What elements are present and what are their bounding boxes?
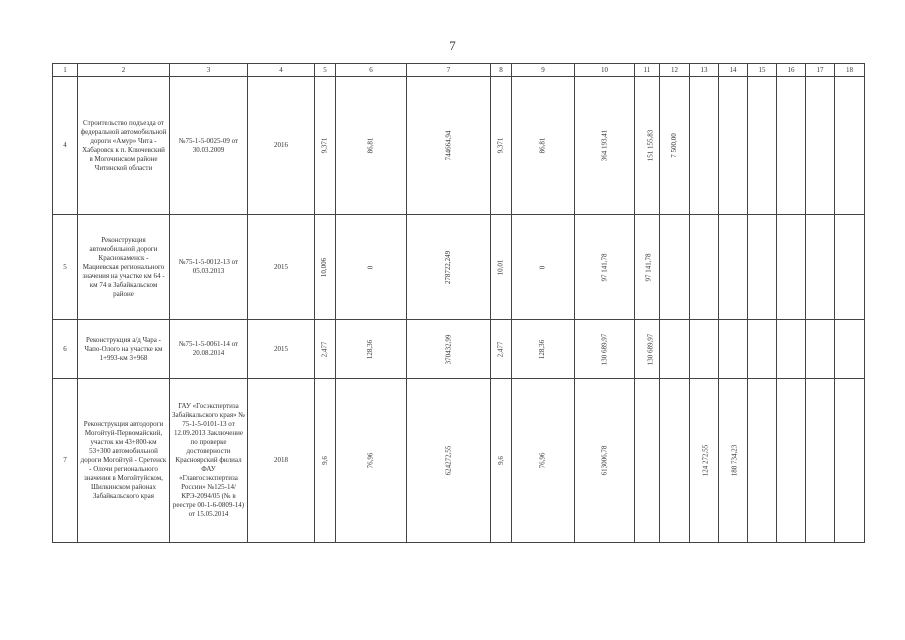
cell-col6 (336, 379, 407, 543)
cell-col10 (575, 77, 635, 215)
object-name (78, 320, 170, 379)
cell-col12 (660, 379, 690, 543)
cell-value: 613006,78 (600, 445, 608, 476)
cell-value: 9,371 (496, 137, 505, 154)
table-row (53, 77, 865, 215)
cell-value: 624272,55 (444, 445, 452, 476)
year-cell: 2018 (248, 379, 315, 543)
column-header: 4 (248, 64, 315, 77)
document-ref-text: №75-1-5-0061-14 от 20.08.2014 (178, 340, 239, 357)
cell-col12 (660, 320, 690, 379)
cell-col16 (777, 379, 806, 543)
cell-value: 130 689,97 (600, 333, 608, 365)
cell-col12 (660, 77, 690, 215)
cell-col15 (748, 320, 777, 379)
object-name (78, 379, 170, 543)
column-header: 12 (660, 64, 690, 77)
cell-value: 10,006 (320, 257, 329, 277)
cell-value: 151 155,83 (646, 129, 655, 162)
cell-col11 (635, 320, 660, 379)
column-header: 7 (407, 64, 491, 77)
cell-value: 76,96 (538, 452, 547, 469)
year-cell: 2015 (248, 215, 315, 320)
row-number: 7 (53, 379, 78, 543)
cell-col7 (407, 320, 491, 379)
cell-col11 (635, 215, 660, 320)
row-number: 6 (53, 320, 78, 379)
cell-col13 (690, 379, 719, 543)
cell-col9 (512, 320, 575, 379)
cell-value: 2,477 (496, 341, 505, 357)
cell-col11 (635, 77, 660, 215)
cell-col8 (491, 215, 512, 320)
table-row (53, 215, 865, 320)
document-ref (170, 379, 248, 543)
cell-col15 (748, 379, 777, 543)
cell-col6 (336, 77, 407, 215)
cell-col14 (719, 215, 748, 320)
cell-col13 (690, 215, 719, 320)
cell-value: 128,36 (538, 339, 547, 359)
column-header: 13 (690, 64, 719, 77)
cell-col5 (315, 77, 336, 215)
column-header: 9 (512, 64, 575, 77)
cell-col13 (690, 320, 719, 379)
cell-value: 278722,249 (444, 250, 452, 284)
cell-col14 (719, 77, 748, 215)
cell-col6 (336, 215, 407, 320)
object-name-text: Реконструкция автомобильной дороги Краснокаменск - Мациевская регионального значения на участке км 64 - км 74 в Забайкальском районе (82, 235, 165, 298)
cell-col18 (835, 320, 865, 379)
cell-value: 10,01 (496, 259, 505, 275)
row-number: 5 (53, 215, 78, 320)
cell-col17 (806, 215, 835, 320)
document-ref-text: №75-1-5-0012-13 от 05.03.2013 (178, 258, 239, 275)
cell-col8 (491, 320, 512, 379)
cell-col17 (806, 77, 835, 215)
data-table (52, 63, 865, 543)
cell-col17 (806, 379, 835, 543)
column-header: 5 (315, 64, 336, 77)
cell-col18 (835, 215, 865, 320)
cell-col15 (748, 77, 777, 215)
document-ref (170, 320, 248, 379)
cell-col10 (575, 320, 635, 379)
column-header: 18 (835, 64, 865, 77)
cell-value: 9,6 (496, 456, 505, 465)
cell-col9 (512, 215, 575, 320)
cell-col12 (660, 215, 690, 320)
cell-col10 (575, 379, 635, 543)
page-number: 7 (449, 38, 456, 53)
cell-col5 (315, 215, 336, 320)
cell-value: 86,81 (538, 137, 547, 154)
cell-col7 (407, 379, 491, 543)
document-ref-text: ГАУ «Госэкспертиза Забайкальского края» № 75-1-5-0101-13 от 12.09.2013 Заключение по проверке достоверности Красноярский филиал ФАУ «Главгосэкспертиза России» №125-14/КРЭ-2094/05 (№ в реестре 00-1-6-0809-14) от 15.05.2014 (172, 402, 245, 518)
cell-value: 2,477 (320, 341, 329, 357)
object-name-text: Строительство подъезда от федеральной автомобильной дороги «Амур» Чита - Хабаровск к п. Ключевский в Могочинском районе Читинской области (80, 118, 167, 172)
column-header: 16 (777, 64, 806, 77)
table-row (53, 320, 865, 379)
cell-col16 (777, 215, 806, 320)
cell-value: 0 (538, 265, 547, 269)
cell-value: 97 141,78 (644, 253, 653, 281)
column-header: 2 (78, 64, 170, 77)
cell-value: 0 (366, 265, 375, 269)
year-cell: 2016 (248, 77, 315, 215)
column-header: 10 (575, 64, 635, 77)
document-ref-text: №75-1-5-0025-09 от 30.03.2009 (178, 136, 239, 154)
year-cell: 2015 (248, 320, 315, 379)
cell-col16 (777, 77, 806, 215)
cell-col10 (575, 215, 635, 320)
cell-value: 86,81 (366, 137, 375, 154)
object-name-text: Реконструкция а/д Чара - Чапо-Олого на участке км 1+993-км 3+968 (84, 335, 163, 362)
cell-col8 (491, 77, 512, 215)
cell-col15 (748, 215, 777, 320)
cell-col7 (407, 77, 491, 215)
cell-value: 128,36 (366, 339, 375, 359)
cell-col16 (777, 320, 806, 379)
cell-col5 (315, 379, 336, 543)
cell-value: 188 734,23 (730, 444, 739, 477)
cell-col18 (835, 77, 865, 215)
column-header: 6 (336, 64, 407, 77)
column-header: 3 (170, 64, 248, 77)
header-row (53, 64, 865, 77)
cell-value: 744664,94 (444, 130, 452, 161)
document-ref (170, 77, 248, 215)
row-number: 4 (53, 77, 78, 215)
document-ref (170, 215, 248, 320)
cell-value: 76,96 (366, 452, 375, 469)
cell-value: 9,6 (320, 456, 329, 465)
cell-col8 (491, 379, 512, 543)
cell-value: 124 272,55 (701, 444, 710, 477)
cell-value: 9,371 (320, 137, 329, 154)
cell-value: 7 500,00 (670, 133, 678, 158)
column-header: 8 (491, 64, 512, 77)
column-header: 17 (806, 64, 835, 77)
cell-value: 130 689,97 (646, 333, 655, 365)
cell-value: 370432,99 (444, 334, 452, 364)
cell-col14 (719, 379, 748, 543)
cell-value: 97 141,78 (600, 253, 608, 281)
object-name (78, 77, 170, 215)
object-name (78, 215, 170, 320)
cell-value: 364 193,41 (600, 129, 608, 162)
cell-col17 (806, 320, 835, 379)
cell-col5 (315, 320, 336, 379)
table-row (53, 379, 865, 543)
cell-col6 (336, 320, 407, 379)
cell-col11 (635, 379, 660, 543)
cell-col9 (512, 77, 575, 215)
column-header: 15 (748, 64, 777, 77)
cell-col14 (719, 320, 748, 379)
column-header: 11 (635, 64, 660, 77)
column-header: 1 (53, 64, 78, 77)
cell-col9 (512, 379, 575, 543)
cell-col13 (690, 77, 719, 215)
cell-col7 (407, 215, 491, 320)
object-name-text: Реконструкция автодороги Могойтуй-Первомайский, участок км 43+800-км 53+300 автомобильной дороги Могойтуй - Сретенск - Олочи регионального значения в Могойтуйском, Шилкинском районах Забайкальского края (80, 420, 167, 500)
column-header: 14 (719, 64, 748, 77)
cell-col18 (835, 379, 865, 543)
